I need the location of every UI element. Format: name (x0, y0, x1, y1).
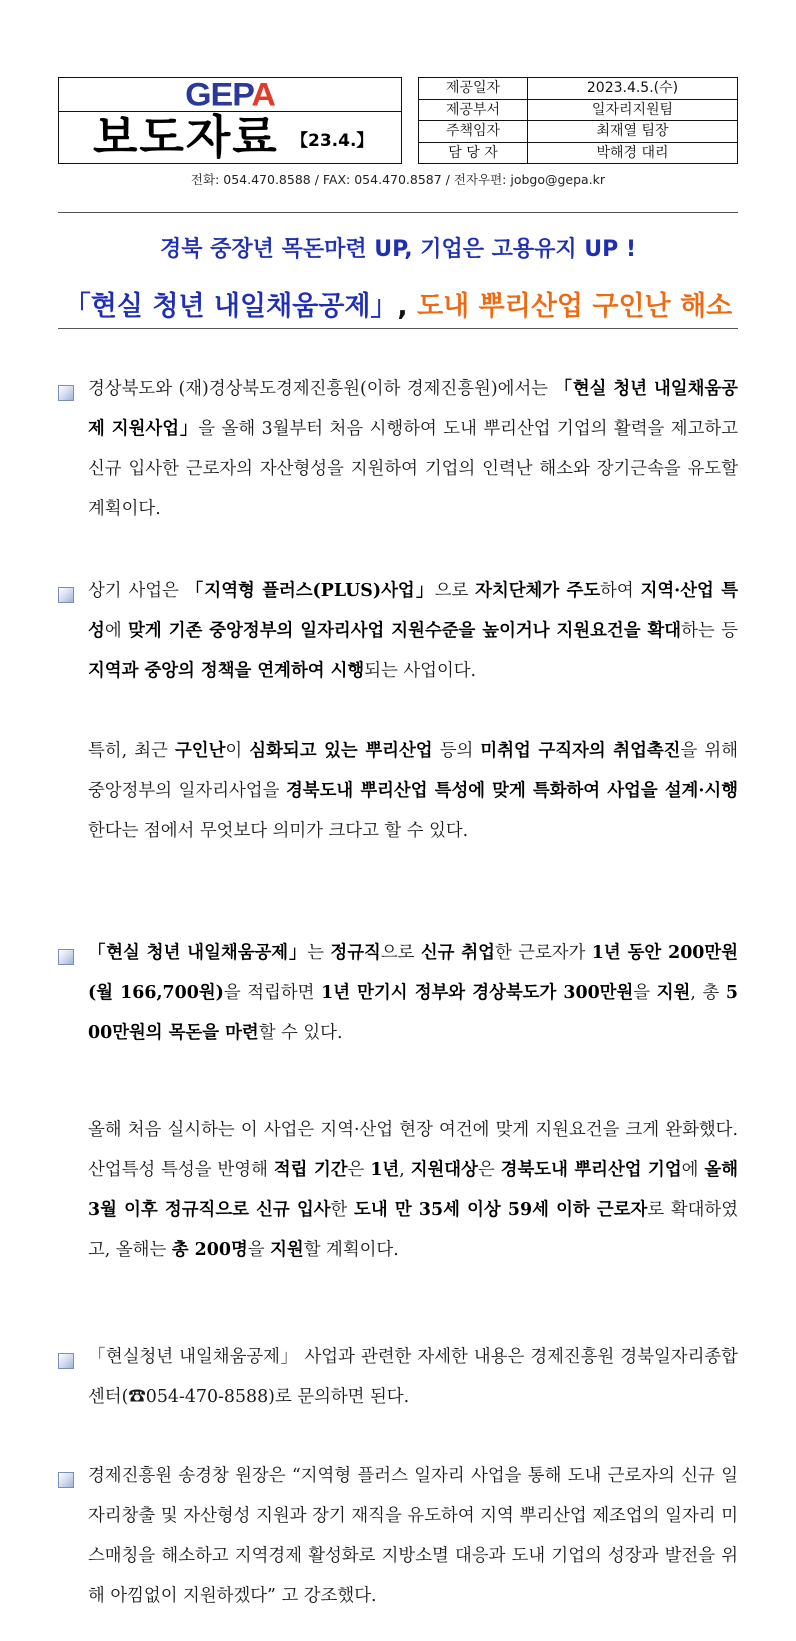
bold-run: 「현실 청년 내일채움공제」 (88, 943, 308, 963)
text-run: 특히, 최근 (88, 741, 175, 761)
headline-separator: , (397, 291, 418, 322)
bold-run: 구인난 (174, 741, 226, 761)
square-bullet-icon (58, 1472, 74, 1488)
info-row (419, 121, 738, 143)
press-header-box (58, 77, 402, 164)
text-run: 한 (330, 1200, 355, 1220)
info-row (419, 99, 738, 121)
headline-top-rule (58, 212, 738, 213)
text-run: 으로 (434, 581, 476, 601)
release-info-table (418, 77, 738, 164)
square-bullet-icon (58, 587, 74, 603)
text-run: 한다는 점에서 무엇보다 의미가 크다고 할 수 있다. (88, 821, 469, 841)
text-run: 에 (104, 621, 129, 641)
text-run: 하는 등 (681, 621, 738, 641)
info-row (419, 142, 738, 164)
text-run: 을 올해 3월부터 처음 시행하여 도내 뿌리산업 기업의 활력을 제고하고 신규 입사한 근로자의 자산형성을 지원하여 기업의 인력난 해소와 장기근속을 유도할 계획이다. (88, 419, 738, 519)
text-run: 경상북도와 (재)경상북도경제진흥원(이하 경제진흥원)에서는 (88, 379, 555, 399)
text-run: 을 (247, 1240, 271, 1260)
bold-run: 경북도내 뿌리산업 기업 (500, 1160, 682, 1180)
bold-run: 미취업 구직자의 취업촉진 (480, 741, 681, 761)
paragraph-7 (88, 1456, 738, 1616)
info-row (419, 78, 738, 100)
paragraph-4 (88, 933, 738, 1053)
press-release-date-tag: 【23.4.】 (291, 131, 374, 151)
contact-line: 전화: 054.470.8588 / FAX: 054.470.8587 / 전자우편: jobgo@gepa.kr (190, 172, 606, 187)
bold-run: 경북도내 뿌리산업 특성에 맞게 특화하여 사업을 설계·시행 (286, 781, 738, 801)
bold-run: 지원 (656, 983, 691, 1003)
headline-bottom-rule (58, 328, 738, 329)
headline-line2 (58, 284, 738, 323)
bold-run: 맞게 기존 중앙정부의 일자리사업 지원수준을 높이거나 지원요건을 확대 (128, 621, 682, 641)
text-run: 이 (225, 741, 250, 761)
paragraph-5 (88, 1110, 738, 1270)
info-key: 담 당 자 (419, 142, 528, 164)
text-run: 은 (477, 1160, 501, 1180)
text-run: 되는 사업이다. (364, 661, 477, 681)
bold-run: 자치단체가 주도 (475, 581, 601, 601)
square-bullet-icon (58, 1353, 74, 1369)
title-row (59, 112, 401, 163)
bold-run: 지원대상 (410, 1160, 478, 1180)
bold-run: 1년 만기시 정부와 경상북도가 300만원 (321, 983, 634, 1003)
info-key: 주책임자 (419, 121, 528, 143)
bold-run: 정규직 (330, 943, 381, 963)
bold-run: 신규 취업 (420, 943, 495, 963)
paragraph-3 (88, 731, 738, 851)
text-run: 올해 처음 실시하는 이 사업은 지역·산업 현장 여건에 맞게 지원요건을 크게 완화했다. 산업특성 특성을 반영해 (88, 1120, 738, 1180)
text-run: 하여 (600, 581, 641, 601)
bold-run: 심화되고 있는 뿌리산업 (249, 741, 433, 761)
paragraph-6 (88, 1337, 738, 1417)
info-value: 최재열 팀장 (528, 121, 738, 143)
press-release-title: 보도자료 (93, 110, 279, 164)
text-run: 는 (307, 943, 331, 963)
info-key: 제공부서 (419, 99, 528, 121)
text-run: 등의 (432, 741, 481, 761)
bold-run: 올해 3월 이후 정규직으로 신규 입사 (88, 1160, 739, 1220)
bold-run: 1년 (370, 1160, 400, 1180)
text-run: 을 위해 중앙정부의 일자리사업을 (88, 741, 738, 801)
text-run: 상기 사업은 (88, 581, 186, 601)
headline-line1: 경북 중장년 목돈마련 UP, 기업은 고용유지 UP ! (160, 237, 636, 262)
headline-subject: 도내 뿌리산업 구인난 해소 (417, 291, 733, 322)
paragraph-1 (88, 369, 738, 529)
text-run: , 총 (690, 983, 726, 1003)
logo-row (59, 78, 401, 112)
info-value: 일자리지원팀 (528, 99, 738, 121)
square-bullet-icon (58, 949, 74, 965)
bold-run: 총 200명 (171, 1240, 248, 1260)
text-run: 은 (347, 1160, 371, 1180)
info-value: 박해경 대리 (528, 142, 738, 164)
text-run: , (399, 1160, 411, 1180)
bold-run: 1년 동안 200만원(월 166,700원) (88, 943, 738, 1003)
bold-run: 도내 만 35세 이상 59세 이하 근로자 (354, 1200, 648, 1220)
info-key: 제공일자 (419, 78, 528, 100)
bold-run: 지원 (270, 1240, 304, 1260)
text-run: 에 (681, 1160, 705, 1180)
text-run: 할 수 있다. (258, 1023, 343, 1043)
text-run: 한 근로자가 (494, 943, 592, 963)
square-bullet-icon (58, 385, 74, 401)
bold-run: 지역과 중앙의 정책을 연계하여 시행 (88, 661, 365, 681)
bold-run: 「지역형 플러스(PLUS)사업」 (185, 581, 435, 601)
text-run: 을 (633, 983, 657, 1003)
text-run: 을 적립하면 (223, 983, 322, 1003)
bold-run: 500만원의 목돈을 마련 (88, 983, 739, 1043)
bold-run: 적립 기간 (273, 1160, 348, 1180)
bold-run: 지역·산업 특성 (88, 581, 738, 641)
text-run: 할 계획이다. (303, 1240, 399, 1260)
paragraph-2 (88, 571, 738, 691)
headline-program-name: 「현실 청년 내일채움공제」 (63, 291, 398, 322)
info-value: 2023.4.5.(수) (528, 78, 738, 100)
text-run: 경제진흥원 송경창 원장은 “지역형 플러스 일자리 사업을 통해 도내 근로자의 신규 일자리창출 및 자산형성 지원과 장기 재직을 유도하여 지역 뿌리산업 제조업의 일자리 미스매칭을 해소하고 지역경제 활성화로 지방소멸 대응과 도내 기업의 성장과 발전을 위해 아낌없이 지원하겠다” 고 강조했다. (88, 1466, 738, 1606)
bold-run: 「현실 청년 내일채움공제 지원사업」 (88, 379, 738, 439)
text-run: 으로 (380, 943, 421, 963)
text-run: 로 확대하였고, 올해는 (88, 1200, 739, 1260)
gepa-logo: GEPA (185, 76, 275, 114)
text-run: 「현실청년 내일채움공제」 사업과 관련한 자세한 내용은 경제진흥원 경북일자리종합센터(☎054-470-8588)로 문의하면 된다. (88, 1347, 738, 1407)
